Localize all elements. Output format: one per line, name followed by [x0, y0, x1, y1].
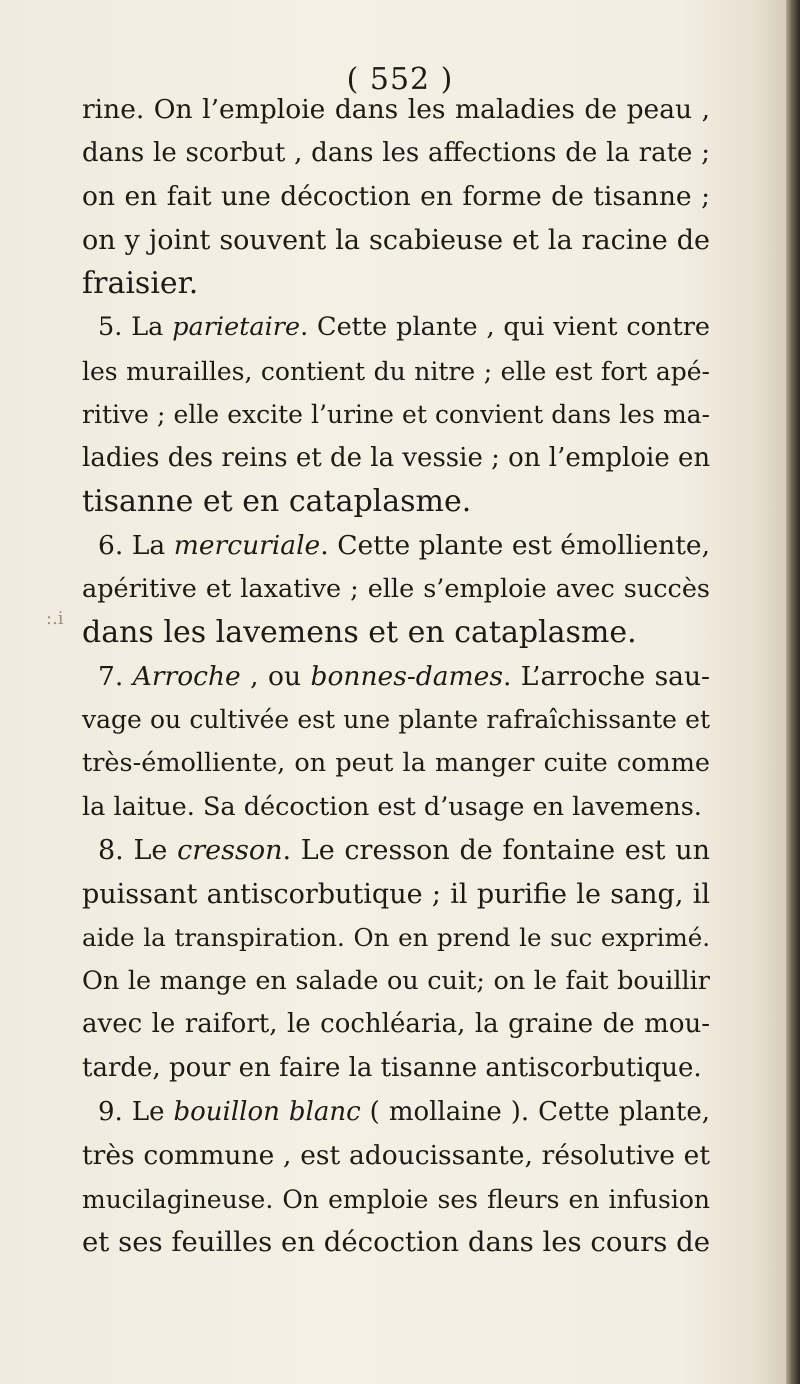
- text-line: les murailles, contient du nitre ; elle est fort apé-: [82, 356, 710, 386]
- plant-name-bonnes-dames: bonnes-dames: [310, 660, 503, 692]
- text-line: [82, 655, 710, 699]
- text-line: fraisier.: [82, 266, 199, 302]
- text-line: avec le raifort, le cochléaria, la graine de mou-: [82, 1009, 710, 1040]
- body-text: [82, 88, 710, 1265]
- text-run: . L’arroche sau-: [502, 660, 710, 692]
- item-number-7: 7.: [98, 660, 133, 692]
- text-run: . Le cresson de fontaine est un: [282, 835, 710, 867]
- text-line: [82, 524, 710, 568]
- text-run: , ou: [240, 660, 311, 692]
- text-line: aide la transpiration. On en prend le suc exprimé.: [82, 923, 710, 953]
- text-line: [82, 1091, 710, 1135]
- text-line: on en fait une décoction en forme de tisanne ;: [82, 181, 710, 213]
- text-line: et ses feuilles en décoction dans les cours de: [82, 1226, 710, 1259]
- text-line: puissant antiscorbutique ; il purifie le sang, il: [82, 878, 710, 910]
- text-line: rine. On l’emploie dans les maladies de peau ,: [82, 94, 710, 125]
- plant-name-bouillon-blanc: bouillon blanc: [173, 1096, 361, 1127]
- text-line: tarde, pour en faire la tisanne antiscorbutique.: [82, 1053, 702, 1084]
- text-run: . Cette plante est émolliente,: [320, 529, 710, 561]
- text-line: [82, 306, 710, 350]
- item-number-5: 5. La: [98, 311, 173, 342]
- text-line: ladies des reins et de la vessie ; on l’emploie en: [82, 442, 711, 473]
- text-line: très commune , est adoucissante, résolutive et: [82, 1140, 710, 1172]
- item-number-9: 9. Le: [98, 1096, 174, 1127]
- text-run: . Cette plante , qui vient contre: [300, 311, 710, 342]
- text-line: très-émolliente, on peut la manger cuite comme: [82, 747, 710, 778]
- text-line: ritive ; elle excite l’urine et convient dans les ma-: [82, 400, 710, 430]
- text-line: [82, 829, 710, 873]
- text-line: on y joint souvent la scabieuse et la racine de: [82, 224, 710, 256]
- text-line: la laitue. Sa décoction est d’usage en lavemens.: [82, 791, 702, 822]
- plant-name-arroche: Arroche: [132, 660, 241, 692]
- page-binding-edge: [786, 0, 800, 1384]
- item-number-6: 6. La: [98, 529, 174, 561]
- plant-name-parietaire: parietaire: [172, 311, 301, 342]
- text-line: vage ou cultivée est une plante rafraîchissante et: [82, 705, 710, 735]
- plant-name-cresson: cresson: [177, 835, 283, 867]
- plant-name-mercuriale: mercuriale: [173, 529, 321, 561]
- item-number-8: 8. Le: [98, 835, 178, 867]
- margin-mark: :.i: [46, 608, 64, 629]
- text-line: apéritive et laxative ; elle s’emploie avec succès: [82, 573, 710, 604]
- page-number: ( 552 ): [346, 62, 454, 97]
- text-run: ( mollaine ). Cette plante,: [360, 1096, 710, 1127]
- text-line: On le mange en salade ou cuit; on le fait bouillir: [82, 965, 710, 996]
- text-line: dans les lavemens et en cataplasme.: [82, 615, 637, 651]
- text-line: mucilagineuse. On emploie ses fleurs en infusion: [82, 1184, 710, 1214]
- text-line: dans le scorbut , dans les affections de la rate ;: [82, 137, 710, 168]
- text-line: tisanne et en cataplasme.: [82, 484, 472, 520]
